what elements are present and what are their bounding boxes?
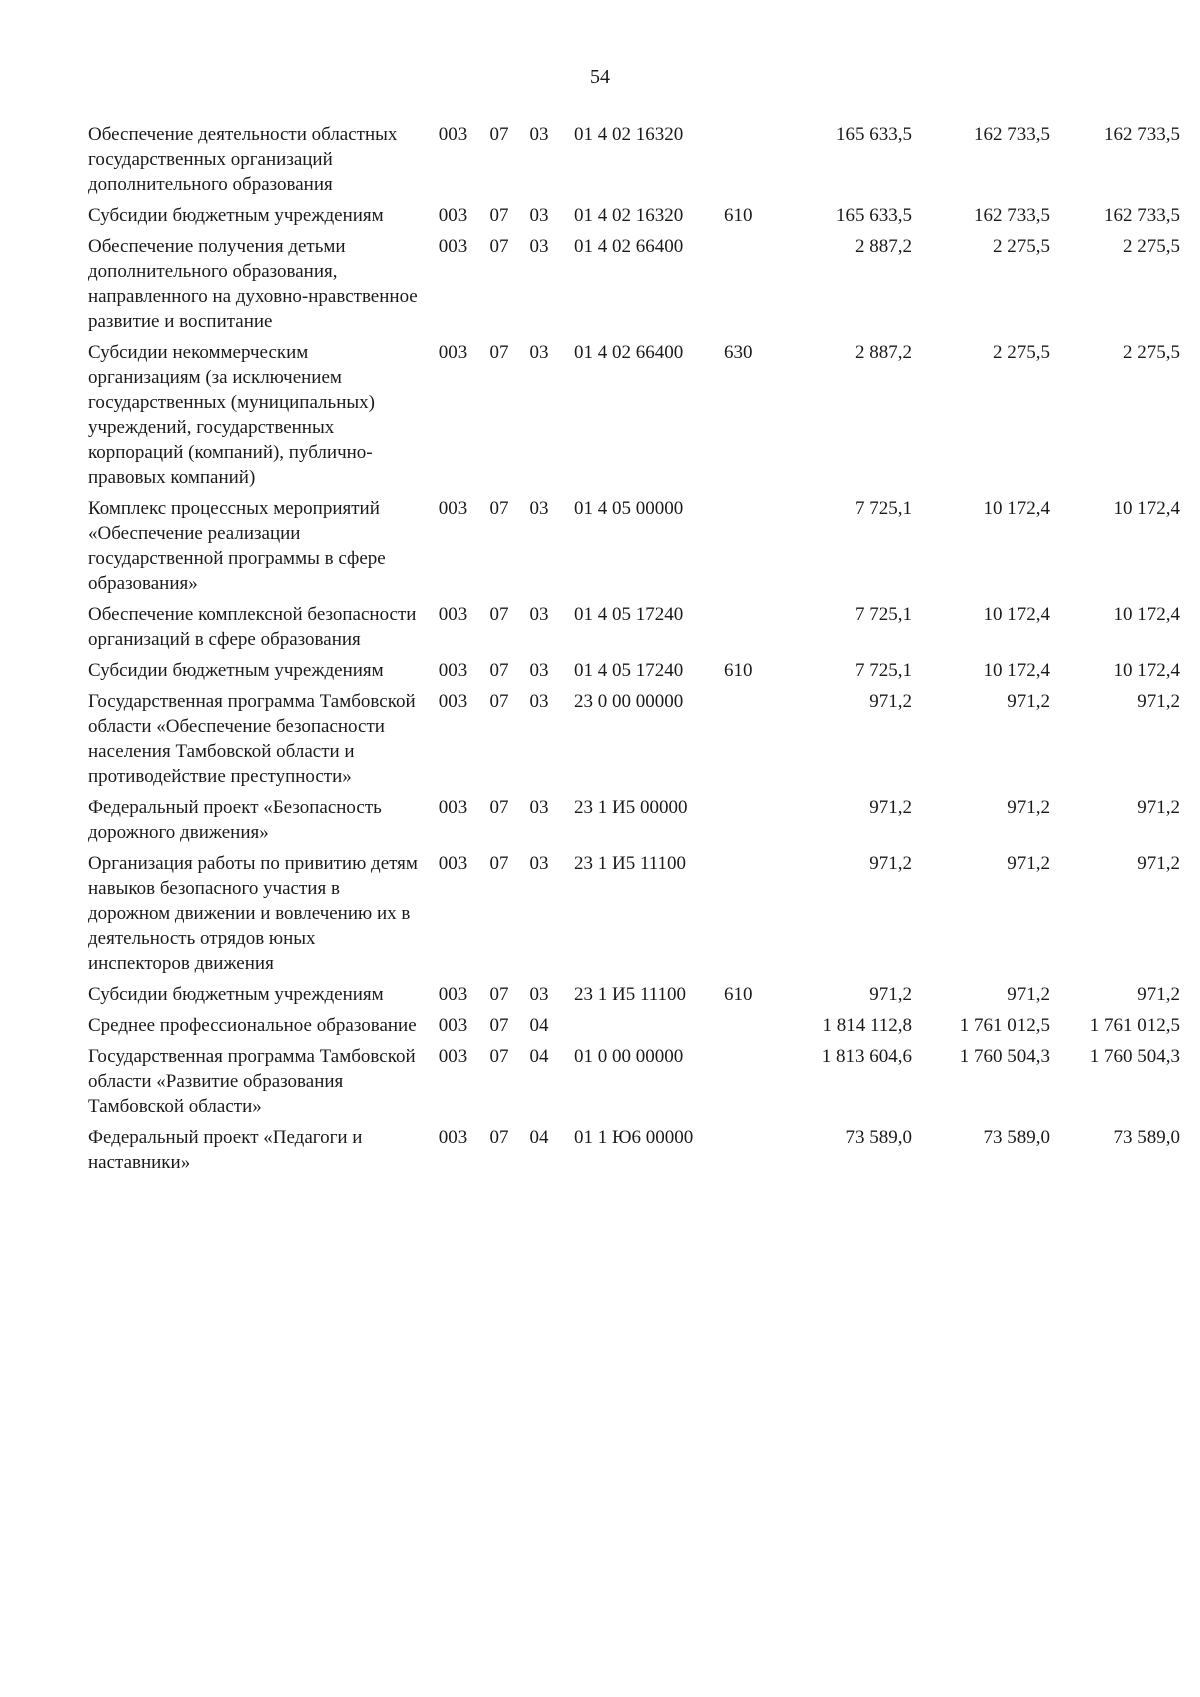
expense-name: Субсидии бюджетным учреждениям: [88, 984, 384, 1005]
ministry-code: 003: [438, 236, 468, 257]
section-code: 07: [489, 984, 509, 1005]
table-row: [88, 982, 1180, 1013]
page-number: 54: [590, 66, 610, 88]
ministry-code: 003: [438, 124, 468, 145]
expense-type-code: [724, 602, 764, 658]
expense-type-code: 630: [724, 342, 753, 363]
expense-name: Субсидии бюджетным учреждениям: [88, 660, 384, 681]
expense-name: Субсидии некоммерческим организациям (за исключением государственных (муниципальных) учреждений, государственных корпораций (компаний), публично-правовых компаний): [88, 342, 375, 488]
subsection-code: 03: [529, 205, 549, 226]
amount-year-3: 971,2: [1137, 691, 1180, 712]
table-row: [88, 203, 1180, 234]
section-code: 07: [489, 1127, 509, 1148]
section-code: 07: [489, 604, 509, 625]
amount-year-3: 1 761 012,5: [1089, 1015, 1180, 1036]
subsection-code: 03: [529, 124, 549, 145]
expense-name: Обеспечение деятельности областных государственных организаций дополнительного образования: [88, 124, 398, 195]
amount-year-1: 7 725,1: [855, 660, 912, 681]
amount-year-2: 73 589,0: [983, 1127, 1050, 1148]
table-row: [88, 122, 1180, 203]
section-code: 07: [489, 1015, 509, 1036]
target-article-code: 01 4 02 16320: [574, 124, 684, 145]
ministry-code: 003: [438, 1015, 468, 1036]
amount-year-2: 10 172,4: [983, 660, 1050, 681]
amount-year-3: 971,2: [1137, 853, 1180, 874]
subsection-code: 03: [529, 236, 549, 257]
expense-name: Государственная программа Тамбовской области «Обеспечение безопасности населения Тамбовской области и противодействие преступности»: [88, 691, 416, 787]
target-article-code: 01 4 05 17240: [574, 604, 684, 625]
amount-year-2: 971,2: [1007, 853, 1050, 874]
target-article-code: 01 4 05 17240: [574, 660, 684, 681]
amount-year-1: 2 887,2: [855, 236, 912, 257]
table-row: [88, 340, 1180, 496]
ministry-code: 003: [438, 1127, 468, 1148]
table-row: [88, 1125, 1180, 1181]
target-article-code: [558, 1013, 724, 1044]
amount-year-2: 162 733,5: [974, 124, 1050, 145]
expense-type-code: 610: [724, 984, 753, 1005]
section-code: 07: [489, 498, 509, 519]
target-article-code: 01 4 02 66400: [574, 342, 684, 363]
target-article-code: 23 1 И5 11100: [574, 984, 687, 1005]
subsection-code: 03: [529, 498, 549, 519]
expense-type-code: 610: [724, 660, 753, 681]
section-code: 07: [489, 660, 509, 681]
amount-year-3: 971,2: [1137, 797, 1180, 818]
amount-year-1: 165 633,5: [836, 124, 912, 145]
subsection-code: 03: [529, 853, 549, 874]
amount-year-2: 971,2: [1007, 984, 1050, 1005]
target-article-code: 01 1 Ю6 00000: [574, 1127, 694, 1148]
ministry-code: 003: [438, 205, 468, 226]
subsection-code: 03: [529, 342, 549, 363]
expense-type-code: [724, 795, 764, 851]
section-code: 07: [489, 205, 509, 226]
amount-year-3: 10 172,4: [1113, 660, 1180, 681]
amount-year-3: 162 733,5: [1104, 124, 1180, 145]
section-code: 07: [489, 1046, 509, 1067]
subsection-code: 03: [529, 797, 549, 818]
table-body: [88, 122, 1180, 1181]
target-article-code: 23 0 00 00000: [574, 691, 684, 712]
target-article-code: 23 1 И5 11100: [574, 853, 687, 874]
amount-year-2: 971,2: [1007, 797, 1050, 818]
target-article-code: 01 4 05 00000: [574, 498, 684, 519]
amount-year-1: 7 725,1: [855, 604, 912, 625]
subsection-code: 04: [529, 1015, 549, 1036]
amount-year-3: 1 760 504,3: [1089, 1046, 1180, 1067]
expense-type-code: [724, 234, 764, 340]
ministry-code: 003: [438, 1046, 468, 1067]
subsection-code: 03: [529, 604, 549, 625]
target-article-code: 23 1 И5 00000: [574, 797, 688, 818]
amount-year-1: 971,2: [869, 691, 912, 712]
target-article-code: 01 4 02 16320: [574, 205, 684, 226]
expense-name: Организация работы по привитию детям навыков безопасного участия в дорожном движении и вовлечению их в деятельность отрядов юных инспекторов движения: [88, 853, 418, 974]
amount-year-3: 10 172,4: [1113, 604, 1180, 625]
subsection-code: 03: [529, 984, 549, 1005]
table-row: [88, 1044, 1180, 1125]
budget-table: [88, 122, 1180, 1181]
expense-name: Федеральный проект «Безопасность дорожного движения»: [88, 797, 382, 843]
table-row: [88, 689, 1180, 795]
target-article-code: 01 0 00 00000: [574, 1046, 684, 1067]
expense-type-code: [724, 1125, 764, 1181]
expense-name: Комплекс процессных мероприятий «Обеспечение реализации государственной программы в сфере образования»: [88, 498, 386, 594]
expense-type-code: [724, 689, 764, 795]
table-row: [88, 795, 1180, 851]
amount-year-1: 2 887,2: [855, 342, 912, 363]
section-code: 07: [489, 853, 509, 874]
ministry-code: 003: [438, 342, 468, 363]
amount-year-3: 2 275,5: [1123, 236, 1180, 257]
amount-year-1: 1 813 604,6: [821, 1046, 912, 1067]
expense-name: Обеспечение комплексной безопасности организаций в сфере образования: [88, 604, 417, 650]
section-code: 07: [489, 124, 509, 145]
table-row: [88, 602, 1180, 658]
section-code: 07: [489, 797, 509, 818]
amount-year-2: 1 761 012,5: [959, 1015, 1050, 1036]
expense-name: Государственная программа Тамбовской области «Развитие образования Тамбовской области»: [88, 1046, 416, 1117]
expense-name: Субсидии бюджетным учреждениям: [88, 205, 384, 226]
amount-year-3: 162 733,5: [1104, 205, 1180, 226]
amount-year-3: 10 172,4: [1113, 498, 1180, 519]
ministry-code: 003: [438, 853, 468, 874]
table-row: [88, 1013, 1180, 1044]
expense-type-code: [724, 1013, 764, 1044]
amount-year-1: 971,2: [869, 984, 912, 1005]
ministry-code: 003: [438, 691, 468, 712]
subsection-code: 04: [529, 1046, 549, 1067]
amount-year-2: 2 275,5: [993, 236, 1050, 257]
expense-type-code: [724, 122, 764, 203]
ministry-code: 003: [438, 498, 468, 519]
amount-year-1: 73 589,0: [845, 1127, 912, 1148]
subsection-code: 03: [529, 660, 549, 681]
ministry-code: 003: [438, 797, 468, 818]
amount-year-3: 971,2: [1137, 984, 1180, 1005]
amount-year-3: 73 589,0: [1113, 1127, 1180, 1148]
amount-year-1: 971,2: [869, 853, 912, 874]
ministry-code: 003: [438, 604, 468, 625]
subsection-code: 03: [529, 691, 549, 712]
table-row: [88, 851, 1180, 982]
ministry-code: 003: [438, 660, 468, 681]
amount-year-1: 971,2: [869, 797, 912, 818]
amount-year-1: 1 814 112,8: [822, 1015, 912, 1036]
expense-type-code: [724, 851, 764, 982]
amount-year-3: 2 275,5: [1123, 342, 1180, 363]
table-row: [88, 658, 1180, 689]
section-code: 07: [489, 342, 509, 363]
amount-year-2: 10 172,4: [983, 604, 1050, 625]
ministry-code: 003: [438, 984, 468, 1005]
section-code: 07: [489, 691, 509, 712]
table-row: [88, 496, 1180, 602]
amount-year-1: 165 633,5: [836, 205, 912, 226]
amount-year-1: 7 725,1: [855, 498, 912, 519]
expense-type-code: [724, 496, 764, 602]
expense-name: Среднее профессиональное образование: [88, 1015, 417, 1036]
amount-year-2: 1 760 504,3: [959, 1046, 1050, 1067]
expense-type-code: 610: [724, 205, 753, 226]
amount-year-2: 971,2: [1007, 691, 1050, 712]
expense-type-code: [724, 1044, 764, 1125]
amount-year-2: 162 733,5: [974, 205, 1050, 226]
expense-name: Обеспечение получения детьми дополнительного образования, направленного на духовно-нравственное развитие и воспитание: [88, 236, 418, 332]
expense-name: Федеральный проект «Педагоги и наставники»: [88, 1127, 363, 1173]
section-code: 07: [489, 236, 509, 257]
amount-year-2: 10 172,4: [983, 498, 1050, 519]
amount-year-2: 2 275,5: [993, 342, 1050, 363]
subsection-code: 04: [529, 1127, 549, 1148]
target-article-code: 01 4 02 66400: [574, 236, 684, 257]
table-row: [88, 234, 1180, 340]
